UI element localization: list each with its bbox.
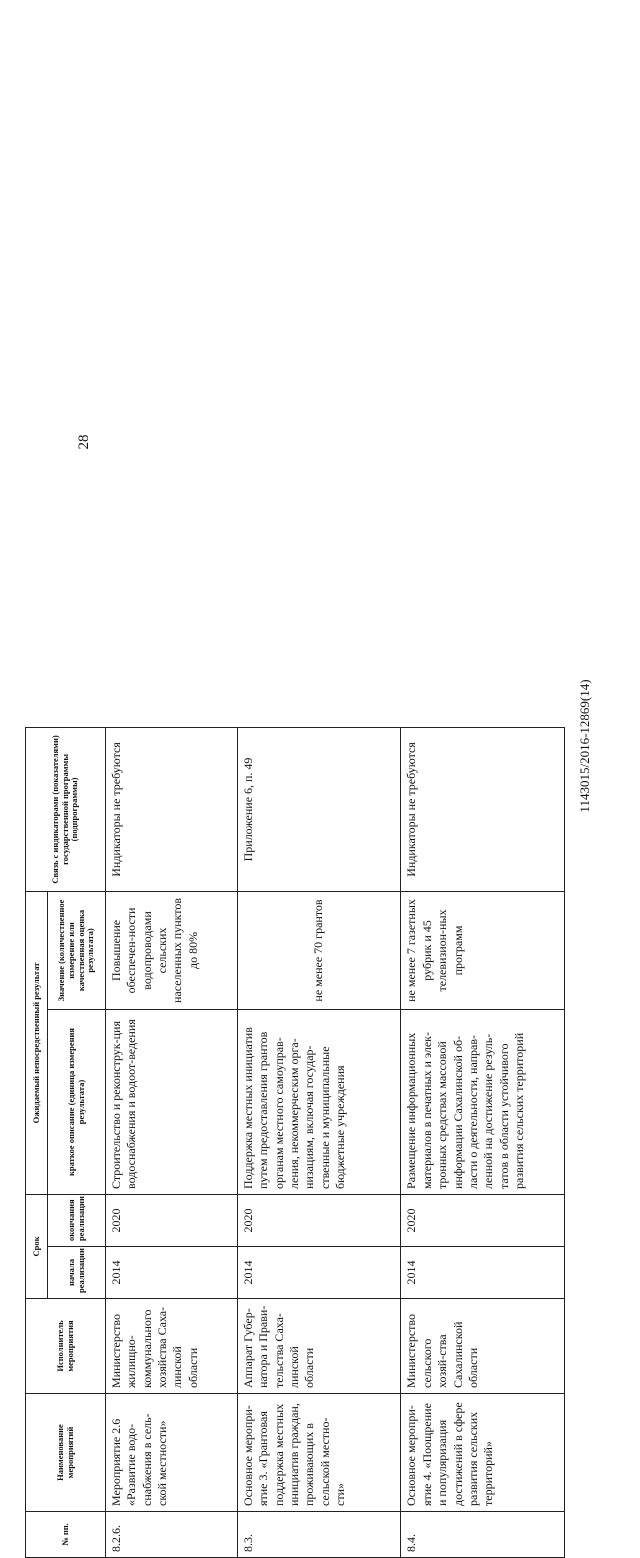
- row-start: 2014: [237, 1247, 401, 1299]
- row-num: 8.2.6.: [106, 1512, 238, 1558]
- row-desc: Размещение информационных материалов в печатных и элек-тронных средствах массовой информации Сахалинской об-ласти о деятельности, направ-ленной на достижение резуль-татов в области устойчивого развития сельских территорий: [401, 1009, 565, 1194]
- header-result-value: Значение (количественное измерение или качественная оценка результата): [48, 891, 106, 1009]
- measures-table-container: [25, 728, 565, 1558]
- header-link: Связь с индикаторами (показателями) государственной программы (подпрограммы): [26, 727, 106, 891]
- row-value: не менее 70 грантов: [237, 891, 401, 1009]
- header-name: Наименование мероприятий: [26, 1394, 106, 1512]
- table-row: [401, 727, 565, 1557]
- header-term-end: окончания реализации: [48, 1194, 106, 1246]
- page-number: 28: [76, 434, 92, 450]
- row-name: Мероприятие 2.6 «Развитие водо-снабжения в сель-ской местности»: [106, 1394, 238, 1512]
- row-start: 2014: [106, 1247, 238, 1299]
- row-value: Повышение обеспечен-ности водопроводами сельских населенных пунктов до 80%: [106, 891, 238, 1009]
- row-executor: Министерство сельского хозяй-ства Сахалинской области: [401, 1299, 565, 1394]
- measures-table: [25, 727, 565, 1558]
- row-name: Основное меропри-ятие 4. «Поощрение и популяризация достижений в сфере развития сельских территорий»: [401, 1394, 565, 1512]
- row-num: 8.4.: [401, 1512, 565, 1558]
- row-num: 8.3.: [237, 1512, 401, 1558]
- header-term-start: начала реализации: [48, 1247, 106, 1299]
- row-desc: Строительство и реконструк-ция водоснабжения и водоот-ведения: [106, 1009, 238, 1194]
- header-result-desc: краткое описание (единица измерения результата): [48, 1009, 106, 1194]
- header-result: Ожидаемый непосредственный результат: [26, 891, 48, 1194]
- table-row: [106, 727, 238, 1557]
- row-value: не менее 7 газетных рубрик и 45 телевизион-ных программ: [401, 891, 565, 1009]
- row-end: 2020: [237, 1194, 401, 1246]
- header-term: Срок: [26, 1194, 48, 1298]
- row-end: 2020: [401, 1194, 565, 1246]
- row-name: Основное меропри-ятие 3. «Грантовая поддержка местных инициатив граждан, проживающих в сельской местно-сти»: [237, 1394, 401, 1512]
- table-row: [237, 727, 401, 1557]
- header-num: № пп.: [26, 1512, 106, 1558]
- row-link: Приложение 6, п. 49: [237, 727, 401, 891]
- row-start: 2014: [401, 1247, 565, 1299]
- row-end: 2020: [106, 1194, 238, 1246]
- document-code: 1143015/2016-12869(14): [577, 679, 592, 813]
- row-executor: Министерство жилищно-коммунального хозяйства Саха-линской области: [106, 1299, 238, 1394]
- header-executor: Исполнитель мероприятия: [26, 1299, 106, 1394]
- row-link: Индикаторы не требуются: [106, 727, 238, 891]
- row-link: Индикаторы не требуются: [401, 727, 565, 891]
- row-executor: Аппарат Губер-натора и Прави-тельства Саха-линской области: [237, 1299, 401, 1394]
- row-desc: Поддержка местных инициатив путем предоставления грантов органам местного самоуправ-ления, некоммерческим орга-низациям, включая государ-ственные и муниципальные бюджетные учреждения: [237, 1009, 401, 1194]
